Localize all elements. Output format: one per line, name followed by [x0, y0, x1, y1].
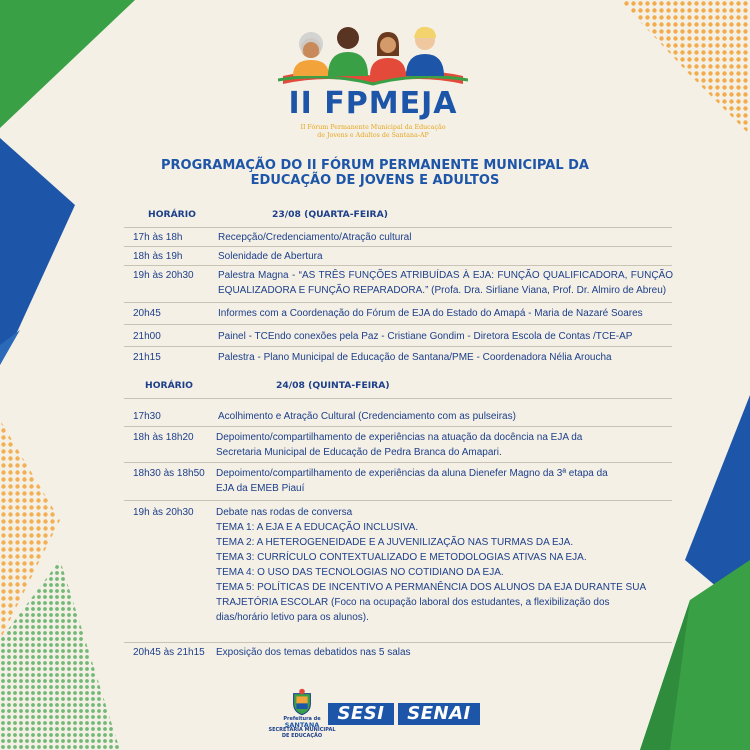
- day1-time-header: HORÁRIO: [148, 209, 196, 220]
- row-desc: Debate nas rodas de conversa: [216, 507, 353, 518]
- tema-2: TEMA 2: A HETEROGENEIDADE E A JUVENILIZAÇÃO NAS TURMAS DA EJA.: [216, 537, 574, 548]
- logo-subtitle: [268, 124, 478, 140]
- divider: [124, 265, 672, 266]
- tema-3: TEMA 3: CURRÍCULO CONTEXTUALIZADO E METODOLOGIAS ATIVAS NA EJA.: [216, 552, 587, 563]
- row-desc-block: [216, 505, 646, 625]
- row-time: 19h às 20h30: [133, 507, 194, 518]
- row-desc: Painel - TCEndo conexões pela Paz - Cristiane Gondim - Diretora Escola de Contas /TCE-AP: [218, 331, 633, 342]
- row-time: 21h00: [133, 331, 161, 342]
- santana-coat-of-arms-icon: [282, 688, 322, 716]
- row-desc: Depoimento/compartilhamento de experiências da aluna Dienefer Magno da 3ª etapa da EJA da EMEB Piauí: [216, 468, 608, 494]
- divider: [124, 398, 672, 399]
- divider: [124, 246, 672, 247]
- divider: [124, 324, 672, 325]
- prefeitura-line2: SANTANA: [284, 720, 320, 729]
- program-title: [150, 158, 600, 188]
- row-time: 21h15: [133, 352, 161, 363]
- divider: [124, 227, 672, 228]
- row-time: 20h45: [133, 308, 161, 319]
- row-time: 18h às 18h20: [133, 432, 194, 443]
- logo-title: II FPMEJA: [288, 86, 458, 121]
- sesi-logo: SESI: [328, 703, 394, 725]
- tema-5: TEMA 5: POLÍTICAS DE INCENTIVO A PERMANÊNCIA DOS ALUNOS DA EJA DURANTE SUA TRAJETÓRIA ESCOLAR (Foco na ocupação laboral dos estudantes, a flexibilização dos dias/horário letivo para os alunos).: [216, 582, 646, 623]
- divider: [124, 302, 672, 303]
- divider: [124, 426, 672, 427]
- program-title-line2: EDUCAÇÃO DE JOVENS E ADULTOS: [250, 173, 500, 188]
- row-desc: Depoimento/compartilhamento de experiências na atuação da docência na EJA da Secretaria Municipal de Educação de Pedra Branca do Amapari.: [216, 432, 583, 458]
- secretaria-line1: SECRETARIA MUNICIPAL: [268, 727, 336, 733]
- senai-logo: SENAI: [398, 703, 480, 725]
- logo-subtitle-line2: de Jovens e Adultos de Santana-AP: [317, 132, 429, 139]
- divider: [124, 642, 672, 643]
- row-desc: Solenidade de Abertura: [218, 251, 323, 262]
- row-desc: Acolhimento e Atração Cultural (Credenciamento com as pulseiras): [218, 411, 516, 422]
- tema-1: TEMA 1: A EJA E A EDUCAÇÃO INCLUSIVA.: [216, 522, 419, 533]
- row-desc: Palestra Magna - “AS TRÊS FUNÇÕES ATRIBUÍDAS À EJA: FUNÇÃO QUALIFICADORA, FUNÇÃO EQUALIZADORA E FUNÇÃO REPARADORA.” (Profa. Dra. Sirliane Viana, Prof. Dr. Almiro de Abreu): [218, 270, 673, 296]
- program-title-line1: PROGRAMAÇÃO DO II FÓRUM PERMANENTE MUNICIPAL DA: [160, 158, 589, 173]
- divider: [124, 500, 672, 501]
- secretaria-line2: DE EDUCAÇÃO: [281, 732, 323, 739]
- forum-logo: [278, 14, 468, 89]
- tema-4: TEMA 4: O USO DAS TECNOLOGIAS NO COTIDIANO DA EJA.: [216, 567, 504, 578]
- row-time: 17h30: [133, 411, 161, 422]
- row-desc: Palestra - Plano Municipal de Educação de Santana/PME - Coordenadora Nélia Aroucha: [218, 352, 612, 363]
- logo-subtitle-line1: II Fórum Permanente Municipal da Educação: [300, 124, 446, 131]
- row-desc: Exposição dos temas debatidos nas 5 salas: [216, 647, 411, 658]
- row-time: 18h30 às 18h50: [133, 468, 205, 479]
- divider: [124, 346, 672, 347]
- prefeitura-line1: Prefeitura de: [283, 716, 321, 722]
- row-desc: Informes com a Coordenação do Fórum de EJA do Estado do Amapá - Maria de Nazaré Soares: [218, 308, 643, 319]
- row-time: 20h45 às 21h15: [133, 647, 205, 658]
- row-desc: Recepção/Credenciamento/Atração cultural: [218, 232, 412, 243]
- row-time: 17h às 18h: [133, 232, 183, 243]
- day2-time-header: HORÁRIO: [145, 380, 193, 391]
- day1-date-header: 23/08 (QUARTA-FEIRA): [272, 209, 388, 220]
- divider: [124, 462, 672, 463]
- day2-date-header: 24/08 (QUINTA-FEIRA): [276, 380, 390, 391]
- row-time: 19h às 20h30: [133, 270, 194, 281]
- row-time: 18h às 19h: [133, 251, 183, 262]
